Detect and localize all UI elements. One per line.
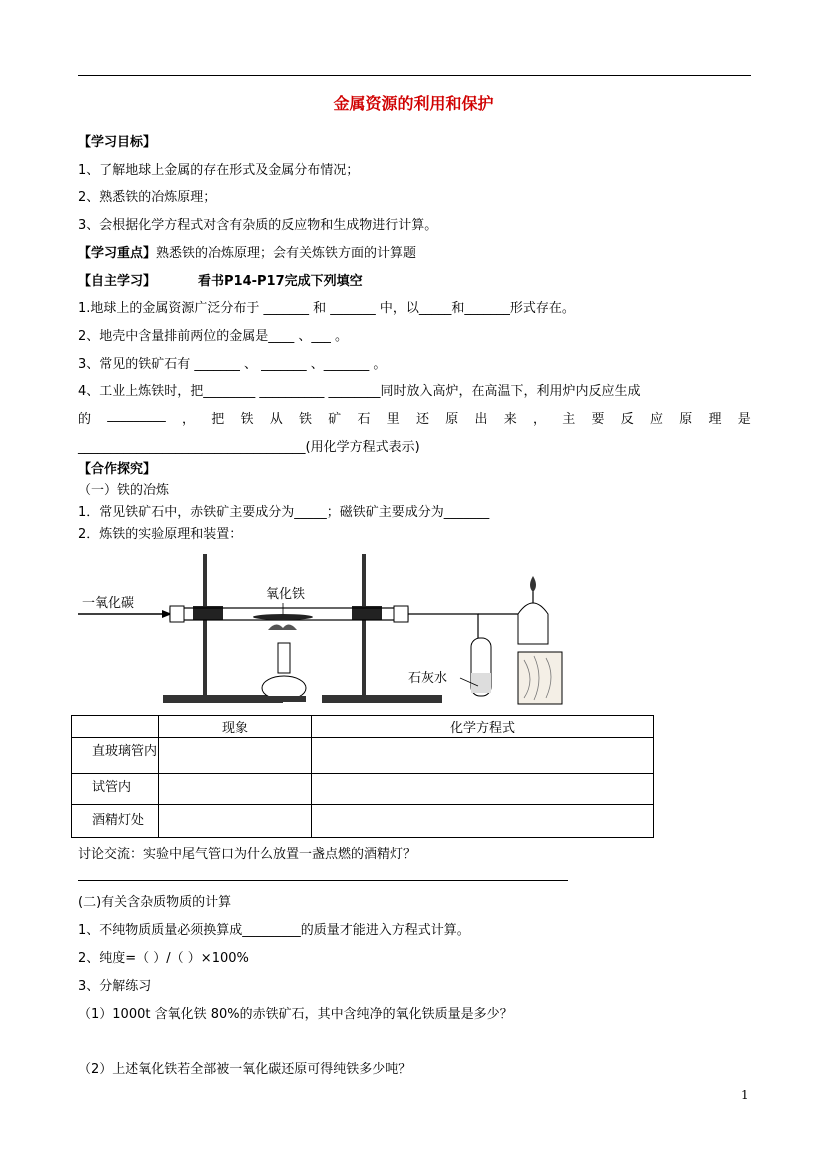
left-iron-stand <box>163 554 283 703</box>
table-header-equation: 化学方程式 <box>312 716 654 738</box>
goal-item: 2、熟悉铁的冶炼原理； <box>78 190 217 205</box>
question-2: 2、地壳中含量排前两位的金属是____ 、___ 。 <box>78 329 349 344</box>
coop-question-2: 2．炼铁的实验原理和装置： <box>78 527 243 542</box>
justified-word: 应 <box>649 412 663 427</box>
section2-question-2: 2、纯度=（ ）/（ ）×100% <box>78 951 249 966</box>
row-label: 试管内 <box>72 774 159 805</box>
justified-word: 把 <box>211 412 225 427</box>
justified-word: 来 <box>503 412 517 427</box>
equation-cell[interactable] <box>312 774 654 805</box>
answer-line <box>78 880 568 881</box>
justified-word: ， <box>532 412 546 427</box>
self-study-heading: 【自主学习】 <box>78 274 157 289</box>
table-header-phenomenon: 现象 <box>159 716 312 738</box>
page-number: 1 <box>741 1088 749 1102</box>
justified-word: 是 <box>737 412 751 427</box>
outlet-tube <box>408 614 478 668</box>
page-title: 金属资源的利用和保护 <box>333 94 494 113</box>
justified-word: 从 <box>269 412 283 427</box>
alcohol-lamp <box>518 576 548 644</box>
fe2o3-label: 氧化铁 <box>266 587 306 602</box>
justified-word: 还 <box>415 412 429 427</box>
justified-word: 原 <box>445 412 459 427</box>
coop-subheading: （一）铁的冶炼 <box>78 483 170 498</box>
limewater-label: 石灰水 <box>408 671 448 686</box>
goals-heading: 【学习目标】 <box>78 135 157 150</box>
justified-word: ， <box>181 412 195 427</box>
test-tube <box>471 638 491 696</box>
goal-item: 3、会根据化学方程式对含有杂质的反应物和生成物进行计算。 <box>78 218 438 233</box>
equation-cell[interactable] <box>312 805 654 838</box>
section2-heading: (二)有关含杂质物质的计算 <box>78 895 232 910</box>
question-1: 1.地球上的金属资源广泛分布于 _______ 和 _______ 中，以_____和_______形式存在。 <box>78 301 575 316</box>
phenomenon-cell[interactable] <box>159 774 312 805</box>
focus-text: 熟悉铁的冶炼原理；会有关炼铁方面的计算题 <box>156 246 417 261</box>
justified-word: 铁 <box>240 412 254 427</box>
table-header-blank <box>72 716 159 738</box>
justified-word: 原 <box>679 412 693 427</box>
discussion-question: 讨论交流：实验中尾气管口为什么放置一盏点燃的酒精灯？ <box>78 847 417 862</box>
exercise-1: （1）1000t 含氧化铁 80%的赤铁矿石，其中含纯净的氧化铁质量是多少？ <box>78 1007 513 1022</box>
table-row <box>72 738 654 774</box>
justified-word: 要 <box>591 412 605 427</box>
question-4-line1: 4、工业上炼铁时，把________ __________ ________同时放入高炉，在高温下，利用炉内反应生成 <box>78 384 641 399</box>
phenomenon-cell[interactable] <box>159 805 312 838</box>
self-study-instruction: 看书P14-P17完成下列填空 <box>198 274 363 289</box>
justified-word: 反 <box>620 412 634 427</box>
section2-question-1: 1、不纯物质质量必须换算成_________的质量才能进入方程式计算。 <box>78 923 470 938</box>
justified-word: 石 <box>357 412 371 427</box>
question-3: 3、常见的铁矿石有 _______ 、 _______ 、_______ 。 <box>78 357 387 372</box>
table-row <box>72 805 654 838</box>
justified-word: 矿 <box>328 412 342 427</box>
apparatus-diagram <box>78 548 578 712</box>
row-label: 直玻璃管内 <box>72 738 159 774</box>
question-4-line2 <box>78 408 751 427</box>
header-rule <box>78 75 751 76</box>
co-label: 一氧化碳 <box>82 596 135 611</box>
table-row <box>72 774 654 805</box>
justified-word: _________ <box>107 408 166 423</box>
justified-word: 铁 <box>298 412 312 427</box>
justified-word: 主 <box>562 412 576 427</box>
justified-word: 里 <box>386 412 400 427</box>
iron-oxide-sample <box>253 614 313 620</box>
equation-cell[interactable] <box>312 738 654 774</box>
justified-word: 理 <box>708 412 722 427</box>
justified-word: 的 <box>78 412 92 427</box>
exercise-2: （2）上述氧化铁若全部被一氧化碳还原可得纯铁多少吨？ <box>78 1062 412 1077</box>
goal-item: 1、了解地球上金属的存在形式及金属分布情况； <box>78 163 360 178</box>
coop-question-1: 1．常见铁矿石中，赤铁矿主要成分为_____；磁铁矿主要成分为_______ <box>78 505 490 520</box>
wood-block <box>518 652 562 704</box>
gas-burner <box>262 624 306 702</box>
coop-heading: 【合作探究】 <box>78 462 157 477</box>
question-4-line3: ___________________________________(用化学方程式表示) <box>78 440 420 455</box>
row-label: 酒精灯处 <box>72 805 159 838</box>
justified-word: 出 <box>474 412 488 427</box>
section2-question-3: 3、分解练习 <box>78 979 152 994</box>
observation-table <box>71 715 654 838</box>
focus-line <box>78 242 416 261</box>
phenomenon-cell[interactable] <box>159 738 312 774</box>
focus-heading: 【学习重点】 <box>78 246 157 261</box>
